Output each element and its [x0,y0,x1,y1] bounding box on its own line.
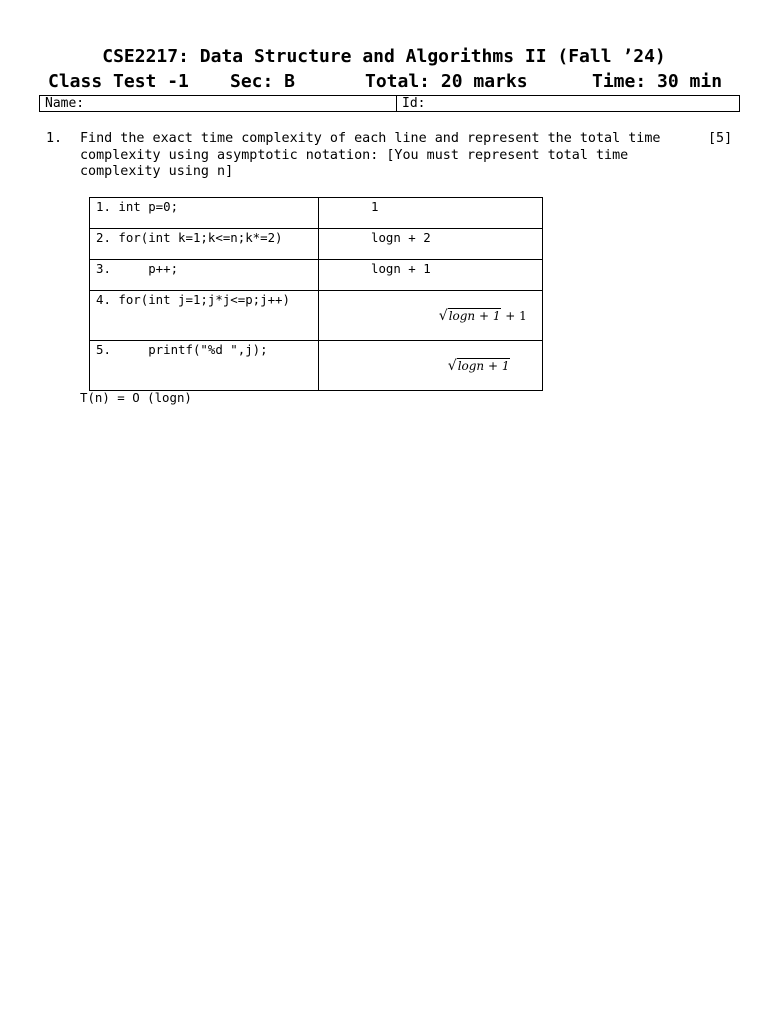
code-line: 1. int p=0; [90,198,319,229]
id-field[interactable] [397,96,739,111]
id-label: Id: [402,96,426,111]
code-line: 4. for(int j=1;j*j<=p;j++) [90,291,319,341]
name-field[interactable] [40,96,397,111]
line-complexity: logn + 1 [319,260,543,291]
question-marks: [5] [708,131,733,146]
code-line: 2. for(int k=1;k<=n;k*=2) [90,229,319,260]
sqrt-expression [439,309,527,323]
table-row [90,229,543,260]
name-label: Name: [45,96,85,111]
table-row [90,291,543,341]
table-row [90,260,543,291]
radicand: logn + 1 [457,359,510,373]
time-limit: Time: 30 min [592,71,723,92]
total-marks: Total: 20 marks [365,71,528,92]
table-row [90,341,543,391]
section-label: Sec: B [230,71,296,92]
test-name: Class Test -1 [48,71,189,92]
line-complexity: logn + 2 [319,229,543,260]
question-text: Find the exact time complexity of each line and represent the total time complexity using asymptotic notation: [You must represent total time complexity using n] [80,131,669,179]
radicand: logn + 1 [448,309,501,323]
question-number: 1. [46,131,63,146]
expression-tail: + 1 [501,309,527,323]
code-line: 5. printf("%d ",j); [90,341,319,391]
radical-sign: √ [447,358,457,374]
line-complexity: 1 [319,198,543,229]
line-complexity [319,291,543,341]
code-complexity-table [89,197,543,391]
line-complexity [319,341,543,391]
student-info-box [39,95,740,112]
total-complexity-answer: T(n) = O (logn) [80,390,192,405]
table-row [90,198,543,229]
sqrt-expression [448,359,511,373]
radical-sign: √ [438,308,448,324]
exam-title: CSE2217: Data Structure and Algorithms II (Fall ’24) [102,46,666,67]
code-line: 3. p++; [90,260,319,291]
